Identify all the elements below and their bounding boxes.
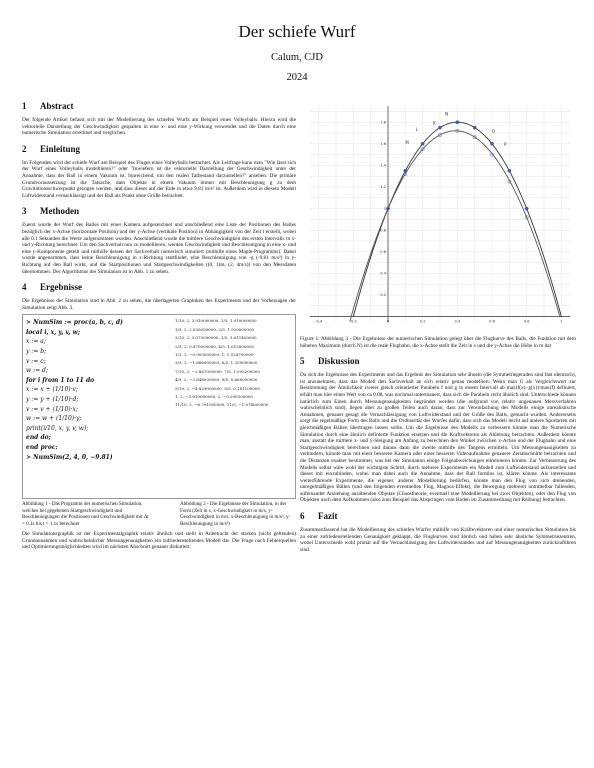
code-line: x := a;	[26, 338, 46, 346]
code-line: > NumSim(2, 4, 0, −9.81)	[26, 453, 113, 461]
fazit-text: Zusammenfassend hat die Modellierung des schiefen Wurfes mithilfe von Kräftevektoren und einer numerischen Simulation bis zu einer zufriedenstellenden Genauigkeit geklappt, die Flugkurven sind ähnlich und haben sehr ähnliche Symmetriezentren, wobei Unterschiede wohl primär auf die Vernachlässigung des Luftwiderstandes und auf Messungenauigkeiten zurückzuführen sind.	[300, 527, 576, 553]
code-line: > NumSim := proc(a, b, c, d)	[26, 319, 123, 327]
maple-code	[26, 318, 173, 495]
output-line: 1/5, 2, 2.030000000, 2/5, 1.920000000	[175, 326, 255, 332]
data-point	[421, 142, 424, 145]
code-line: x := x + (1/10)·v;	[26, 386, 78, 394]
output-line: 9/10, 2, −4.829000000, 9/5, 0.181100000	[175, 385, 260, 391]
section-heading-einleitung: 2 Einleitung	[22, 143, 81, 154]
y-tick-label: 0.8	[380, 228, 386, 233]
maple-output	[175, 317, 297, 495]
maple-code-figure	[22, 314, 296, 499]
y-tick-label: 1	[383, 206, 386, 211]
section-heading-abstract: 1 Abstract	[22, 101, 74, 111]
output-line: 4/5, 2, −3.848000000, 8/5, 0.668000000	[175, 377, 258, 383]
point-label: L	[415, 126, 418, 132]
code-line: v := v + (1/10)·x;	[26, 405, 78, 413]
output-line: 3/10, 2, 3.073000000, 3/5, 1.611400000	[175, 335, 257, 341]
data-point	[456, 121, 459, 124]
x-tick-label: -0.4	[315, 319, 323, 324]
code-line: end proc:	[26, 444, 58, 451]
caption-fig1: Abbildung 1 - Das Programm der numerischen Simulation, welches bei gegebenen Startgeschwindigkeit und Beschleunigungen die Positionen und Geschwindigkeit mit Δt = 0.1s bis t = 1.1s berechnet	[22, 501, 149, 527]
y-tick-label: 0.6	[380, 250, 386, 254]
paper-title: Der schiefe Wurf	[238, 22, 356, 41]
output-line: 11/10, 2, −6.791000000, 11/5, −1.074600000	[175, 402, 269, 408]
output-line: 2/5, 2, 0.870000000, 4/5, 1.615000000	[175, 343, 255, 349]
output-line: 3/5, 2, −1.886000000, 6/5, 1.359000000	[175, 360, 258, 366]
methoden-text: Zuerst wurde der Wurf des Balles mit einer Kamera aufgezeichnet und anschließend eine Liste der Positionen des Balles bezüglich der x-Achse (horizontale Position) und der y-Achse (vertikale Position) in Abhängigkeit von der Zeit t erstellt, wobei alle 0.1 Sekunden die Werte aufgenommen wurden. Anschließend wurde die mittlere Geschwindigkeit des ersten Intervalls in x- und y-Richtung berechnet. Um den Sachverhalt nun zu modellieren, werden Geschwindigkeit und Beschleunigung in eine x- und eine y-Komponente geteilt und mithilfe dessen der Sachverhalt numerisch simuliert (mithilfe eines Maple-Programms). Dabei wurde angenommen, dass keine Beschleunigung in x-Richtung stattfindet, eine Beschleunigung von -g (-9.81 m/s²) in y-Richtung auf den Ball wirkt, und die Startpositionen und Startgeschwindigkeiten ((0, 1)m, (2, 4m/s)) von den Messdaten übernommen. Der Algorithmus der Simulation ist in Abb. 1 zu sehen.	[22, 222, 296, 275]
y-tick-label: 1.6	[380, 142, 386, 146]
point-label: N	[445, 111, 449, 117]
section-heading-methoden: 3 Methoden	[22, 206, 79, 217]
x-tick-label: 0.6	[489, 319, 495, 324]
y-tick-label: 1.2	[380, 185, 386, 190]
trajectory-figure	[300, 100, 576, 332]
code-line: v := c;	[26, 357, 46, 365]
point-label: K	[433, 120, 436, 126]
caption-fig3: Figure 1: Abbildung 3 - Die Ergebnisse der numerischen Simulation gelegt über die Flugkurve des Balls, die Funktion mit dem höheren Maximum (durch N) ist die reale Flugbahn, die x-Achse stellt die Zeit in s und die y-Achse die Höhe in m dar	[300, 336, 576, 349]
x-tick-label: 0.2	[419, 319, 426, 324]
caption-fig2: Abbildung 2 - Die Ergebnisse der Simulation, in der Form (Zeit in s, x-Geschwindigkeit in m/s, y-Geschwindigkeit in m/s, x-Beschleunigung in m/s², y-Beschleunigung in m/s²)	[180, 501, 291, 527]
x-tick-label: 0.4	[454, 319, 461, 324]
x-tick-label: 1	[560, 319, 563, 324]
output-line: 1/10, 2, 3.910000000, 1/5, 1.910000000	[175, 318, 257, 324]
section-heading-fazit: 6 Fazit	[300, 511, 338, 522]
einleitung-text: Im Folgenden wird der schiefe Wurf am Beispiel des Fluges eines Volleyballs betrachtet. Als Leitfrage kann man "Wie lässt sich der Wurf eines Volleyballs modellieren?" oder "Inwiefern ist die vektorielle Darstellung der Geschwindigkeit unter der Annahme, dass der Ball in einem Vakuum ist, hinreichend, um den realen Tatbestand darzustellen?" ansehen. Die primäre Grundvoraussetzung ist die Tatsache, dass Objekte in einem Vakuum immer mit Beschleunigung g zu dem Gravitationsschwerpunkt gezogen werden, und dass dieser auf der Erde in etwa 9.81 m/s² ist. Außerdem wird in diesem Modell Luftwiderstand vernachlässigt und der Ball als Punkt ohne Größe betrachtet.	[22, 159, 296, 199]
output-line: 1, 2, −5.810000000, 2, −0.395300000	[175, 393, 253, 399]
trajectory-chart	[300, 100, 576, 332]
data-point	[525, 207, 528, 210]
abstract-text: Der folgende Artikel befasst sich mit der Modellierung des schiefen Wurfs am Beispiel eines Volleyballs. Hierzu wird die vektorielle Darstellung der Geschwindigkeit gespalten in eine x- und eine y-Wirkung verwendet und die Daten durch eine numerische Simulation errechnet und verglichen.	[22, 117, 296, 137]
data-point	[490, 142, 493, 145]
ergebnisse-text: Die Ergebnisse der Simulation sind in Abb. 2 zu sehen, die überlagerten Graphiken des Experiments und der Vorhersagen der Simulation zeigt Abb. 3.	[22, 298, 296, 311]
code-line: print(i/10, x, y, v, w);	[26, 424, 89, 432]
data-point	[508, 169, 511, 172]
output-line: 1/2, 2, −0.905000000, 1, 1.524700000	[175, 351, 254, 357]
section-heading-diskussion: 5 Diskussion	[300, 356, 360, 367]
y-tick-label: 1.8	[380, 120, 386, 125]
figure-captions	[22, 501, 296, 527]
code-line: for i from 1 to 11 do	[26, 376, 95, 384]
paper-date: 2024	[286, 72, 308, 83]
output-line: 7/10, 2, −2.867000000, 7/5, 1.095200000	[175, 368, 260, 374]
left-column	[22, 94, 296, 554]
y-tick-label: 0.4	[380, 271, 386, 276]
code-line: y := y + (1/10)·d;	[26, 396, 79, 404]
data-point	[473, 126, 476, 129]
y-tick-label: 0.2	[380, 293, 386, 298]
y-tick-label: 1.4	[380, 163, 386, 168]
section-heading-ergebnisse: 4 Ergebnisse	[22, 282, 83, 293]
code-line: local i, x, y, v, w;	[26, 328, 81, 336]
x-tick-label: 0.8	[523, 319, 530, 324]
after-code-text: Die Simulationsgraphik ist der Experimentalgraphik relativ ähnlich und stellt in Anbetracht der starken (nicht geltenden) Grundannahmen und wahrscheinlicher Messungenauigkeiten ein zufriedenstellendes Modell dar. Die Frage nach Fehlerquellen und Optimierungsmöglichkeiten wird im nächsten Abschnitt genauer diskutiert.	[22, 530, 296, 551]
right-column	[300, 100, 576, 556]
data-point	[438, 126, 441, 129]
point-label: M	[405, 139, 409, 145]
point-label: O	[492, 129, 496, 134]
paper-author: Calum, CJD	[271, 52, 323, 63]
diskussion-text: Da sich die Ergebnisse des Experiments und das Ergebnis der Simulation sehr ähneln (die Symmetriegeraden sind fast identisch), ist anzunehmen, dass das Modell den Sachverhalt an sich relativ genau modelliert. Wenn man G als Vergleichswert zur Bestimmung der Ähnlichkeit zweier gleich orientierter Parabeln f und g in einem Intervall ab max(f(x)−g(x))/max(f) definiert, erhält man hier einen Wert von ca 0.08, was nochmal untermauert, dass sich die Parabeln recht ähnlich sind. Unterschiede können natürlich zum Einen durch Messungenauigkeiten begründet werden (die aufgrund von relativ ungenauen Messverfahren wahrscheinlich sind), liegen aber zu großen Teilen auch daran, dass zur Vereinfachung des Modells einige unrealistische Annahmen, genauer gesagt die Vernachlässigung von Luftwiderstand und der Größe des Balls, gemacht wurden. Andererseits sorgt die regelmäßige Form des Balls und die Ordinarität des Wurfes dafür, dass sich das Modell leicht auf andere Sportarten mit gleichmäßigen Bällen übertragen lassen sollte. Um die Ergebnisse des Modells zu verbessern könnte man die Numerische Simulation durch eine ähnlich definierte Funktion ersetzen und die Kraftvektoren als Ableitung betrachten. Außerdem könnte man, anstatt die mittlere x- und y-Steigung am Anfang zu berechnen den Winkel zwischen x-Achse und der Flugbahn und eine Startgeschwindigkeit berechnen und daraus dann die zweite mithilfe des Tangens ermitteln. Um Messungenauigkeiten zu verhindern, könnte man mit einer besseren Kamera oder einer besseren Videoaufnahme genauere Zeitabschnitte betrachten und die Distanzen exakter bestimmen, was bei der Simulation einige Folgeabweichungen eliminieren könnte. Zur Verbesserung des Modells selbst wäre wohl der wichtigste Schritt, durch mehrere Experimente ein Modell zum Luftwiderstand aufzustellen und dieses mit einzubinden, wobei man dabei auch die Annahme, dass der Ball formlos ist, klären könnte. Als interessante weiterführende Experimente, die eigener, anderer Modellierung bedürfen, könnte man den Flug von sich drehenden, unregelmäßigen Bällen (und den folgenden eventuellen Flug, Magnus-Effekt), die Bewegung mehrerer unmittelbar fallenden, aufeinander Anziehung ausübenden Objekte (Chaostheorie, eventuell eine Modellierung bei zwei Objekten), oder den Flug von Objekten nach dem Aufkommen (also zum Beispiel das Abspringen vom Boden im Zusammenhang mit Reibung) betrachten.	[300, 372, 576, 504]
code-line: w := d;	[26, 367, 48, 375]
point-label: P	[504, 141, 507, 147]
x-tick-label: 0	[386, 319, 390, 324]
x-tick-label: -0.2	[349, 319, 357, 324]
code-line: w := w + (1/10)·y;	[26, 415, 82, 423]
code-line: end do;	[26, 434, 51, 442]
code-line: y := b;	[26, 348, 47, 356]
